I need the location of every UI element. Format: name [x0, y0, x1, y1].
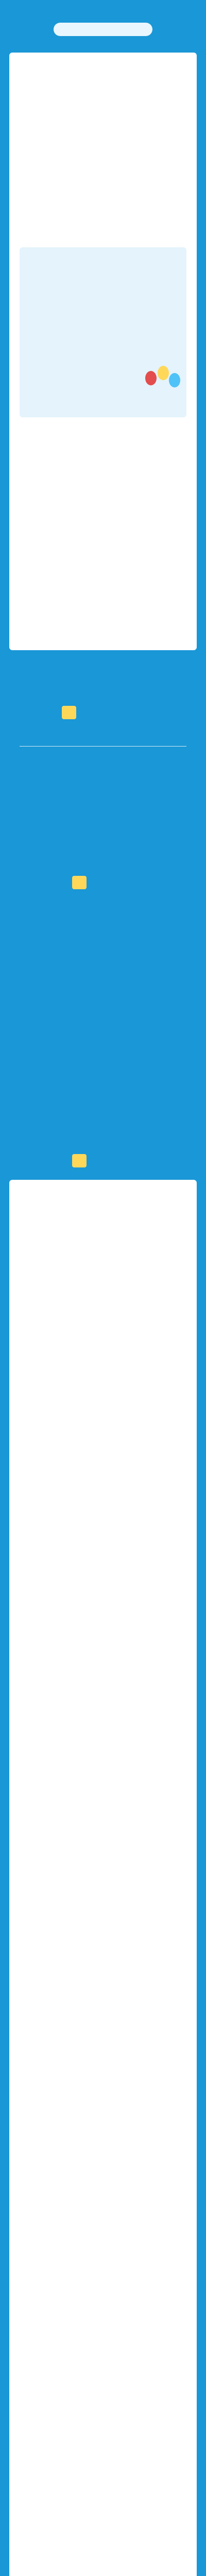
table-header-row [20, 732, 186, 747]
page-title [54, 23, 152, 36]
phone-heading [72, 876, 87, 889]
holiday-calendar [20, 247, 186, 417]
tips-heading [72, 1154, 87, 1167]
tips-card [9, 1180, 197, 2576]
duty-table [20, 732, 186, 747]
balloon-icon [169, 373, 180, 387]
header [0, 0, 206, 53]
column-header [75, 732, 131, 747]
balloons-illustration [143, 366, 182, 412]
balloon-icon [145, 371, 157, 385]
duty-heading [62, 706, 76, 719]
column-header [20, 732, 75, 747]
balloon-icon [158, 366, 169, 380]
column-header [131, 732, 186, 747]
